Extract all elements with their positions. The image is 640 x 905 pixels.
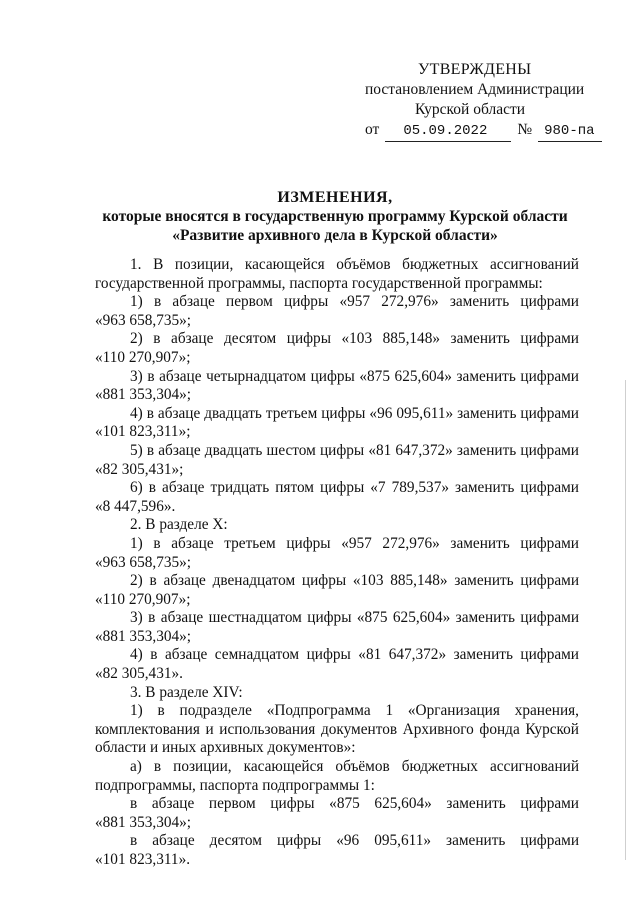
body-line: 5) в абзаце двадцать шестом цифры «81 647,372» заменить цифрами [130, 441, 579, 459]
body-line: «8 447,596». [95, 497, 176, 515]
body-line: в абзаце десятом цифры «96 095,611» заменить цифрами [130, 832, 579, 850]
body-line: 3. В разделе XIV: [130, 683, 243, 701]
body-line: в абзаце первом цифры «875 625,604» заменить цифрами [130, 795, 579, 813]
approval-date-line [365, 120, 625, 142]
body-line: 1) в абзаце первом цифры «957 272,976» заменить цифрами [130, 293, 579, 311]
body-line: 4) в абзаце семнадцатом цифры «81 647,372» заменить цифрами [130, 646, 579, 664]
body-line: «110 270,907»; [95, 590, 191, 608]
body-line: 4) в абзаце двадцать третьем цифры «96 095,611» заменить цифрами [130, 404, 579, 422]
approval-from-label: от [365, 121, 380, 138]
body-line: 2) в абзаце десятом цифры «103 885,148» заменить цифрами [130, 330, 579, 348]
body-line: «82 305,431»; [95, 460, 184, 478]
approval-region: Курской области [415, 101, 526, 118]
approval-number: 980-па [538, 121, 602, 142]
approval-title: УТВЕРЖДЕНЫ [418, 61, 532, 78]
body-line: 6) в абзаце тридцать пятом цифры «7 789,537» заменить цифрами [130, 479, 579, 497]
body-line: 1) в абзаце третьем цифры «957 272,976» заменить цифрами [130, 534, 579, 552]
body-line: комплектования и использования документов Архивного фонда Курской [95, 720, 579, 738]
approval-date: 05.09.2022 [385, 121, 511, 142]
body-line: 1) в подразделе «Подпрограмма 1 «Организация хранения, [130, 702, 579, 720]
approval-issuer: постановлением Администрации [365, 81, 585, 98]
approval-number-sign: № [517, 121, 533, 138]
body-line: подпрограммы, паспорта подпрограммы 1: [95, 776, 375, 794]
body-line: «881 353,304»; [95, 813, 192, 831]
body-line: 3) в абзаце шестнадцатом цифры «875 625,604» заменить цифрами [130, 609, 579, 627]
heading-program-name: «Развитие архивного дела в Курской области» [172, 227, 498, 244]
body-line: области и иных архивных документов»: [95, 739, 356, 757]
body-line: а) в позиции, касающейся объёмов бюджетных ассигнований [130, 758, 579, 776]
document-body [95, 256, 579, 870]
body-line: «82 305,431». [95, 665, 183, 683]
approval-stamp [365, 60, 625, 142]
heading-subtitle: которые вносятся в государственную программу Курской области [102, 208, 568, 225]
body-line: «101 823,311»; [95, 423, 191, 441]
body-line: государственной программы, паспорта государственной программы: [95, 274, 543, 292]
body-line: 3) в абзаце четырнадцатом цифры «875 625,604» заменить цифрами [130, 367, 579, 385]
body-line: 1. В позиции, касающейся объёмов бюджетных ассигнований [130, 256, 579, 273]
scan-edge-line [625, 380, 626, 860]
body-line: «963 658,735»; [95, 553, 192, 571]
body-line: «881 353,304»; [95, 386, 192, 404]
body-line: 2) в абзаце двенадцатом цифры «103 885,148» заменить цифрами [130, 572, 579, 590]
body-line: «963 658,735»; [95, 311, 192, 329]
body-line: «101 823,311». [95, 851, 191, 868]
body-line: «110 270,907»; [95, 348, 191, 366]
body-line: «881 353,304»; [95, 627, 192, 645]
heading-title: ИЗМЕНЕНИЯ, [277, 189, 393, 206]
body-line: 2. В разделе X: [130, 516, 228, 534]
document-heading [80, 188, 590, 245]
